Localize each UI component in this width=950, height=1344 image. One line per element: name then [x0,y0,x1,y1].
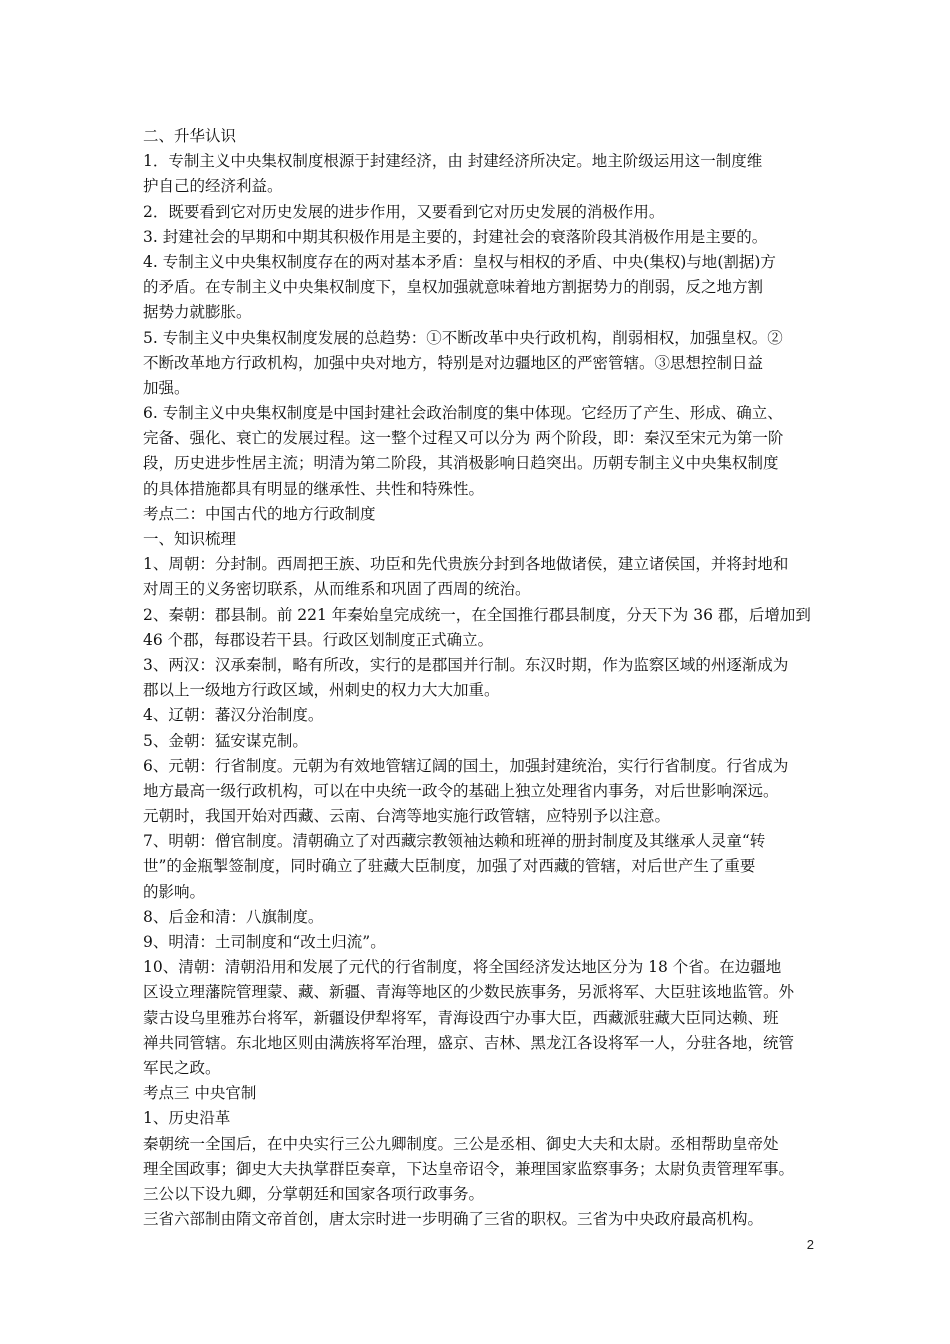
document-body [143,124,813,1232]
text-line: 9、明清：土司制度和“改土归流”。 [143,933,386,951]
text-line: 7、明朝：僧官制度。清朝确立了对西藏宗教领袖达赖和班禅的册封制度及其继承人灵童“转 [143,832,766,851]
text-line: 秦朝统一全国后，在中央实行三公九卿制度。三公是丞相、御史大夫和太尉。丞相帮助皇帝处 [143,1134,779,1153]
text-line: 3. 封建社会的早期和中期其积极作用是主要的，封建社会的衰落阶段其消极作用是主要的。 [143,227,768,246]
text-line: 考点二：中国古代的地方行政制度 [143,504,376,523]
text-line: 不断改革地方行政机构，加强中央对地方，特别是对边疆地区的严密管辖。③思想控制日益 [143,353,764,372]
text-line: 地方最高一级行政机构，可以在中央统一政令的基础上独立处理省内事务，对后世影响深远。 [143,781,779,800]
text-line: 禅共同管辖。东北地区则由满族将军治理，盛京、吉林、黑龙江各设将军一人，分驻各地，统管 [143,1033,795,1052]
text-line: 5. 专制主义中央集权制度发展的总趋势：①不断改革中央行政机构，削弱相权，加强皇权。② [143,328,783,347]
text-line: 区设立理藩院管理蒙、藏、新疆、青海等地区的少数民族事务，另派将军、大臣驻该地监管。外 [143,983,795,1002]
text-line: 一、知识梳理 [143,530,237,548]
text-line: 10、清朝：清朝沿用和发展了元代的行省制度，将全国经济发达地区分为 18 个省。在边疆地 [143,958,782,977]
text-line: 3、两汉：汉承秦制，略有所改，实行的是郡国并行制。东汉时期，作为监察区域的州逐渐成为 [143,655,789,674]
text-line: 郡以上一级地方行政区域，州刺史的权力大大加重。 [143,681,500,700]
text-line: 蒙古设乌里雅苏台将军，新疆设伊犁将军，青海设西宁办事大臣，西藏派驻藏大臣同达赖、班 [143,1008,779,1027]
text-line: 世”的金瓶掣签制度，同时确立了驻藏大臣制度，加强了对西藏的管辖，对后世产生了重要 [143,857,756,876]
text-line: 三省六部制由隋文帝首创，唐太宗时进一步明确了三省的职权。三省为中央政府最高机构。 [143,1210,764,1229]
text-line: 三公以下设九卿，分掌朝廷和国家各项行政事务。 [143,1184,485,1203]
text-line: 据势力就膨胀。 [143,303,252,322]
text-line: 1．专制主义中央集权制度根源于封建经济，由 封建经济所决定。地主阶级运用这一制度维 [143,152,763,171]
text-line: 6、元朝：行省制度。元朝为有效地管辖辽阔的国土，加强封建统治，实行行省制度。行省成为 [143,756,789,775]
text-line: 元朝时，我国开始对西藏、云南、台湾等地实施行政管辖，应特别予以注意。 [143,807,671,826]
text-line: 1、周朝：分封制。西周把王族、功臣和先代贵族分封到各地做诸侯，建立诸侯国，并将封地和 [143,555,789,574]
text-line: 2、秦朝：郡县制。前 221 年秦始皇完成统一，在全国推行郡县制度，分天下为 36 郡，后增加到 [143,605,811,624]
text-line: 加强。 [143,378,190,397]
text-line: 对周王的义务密切联系，从而维系和巩固了西周的统治。 [143,580,531,599]
text-line: 的具体措施都具有明显的继承性、共性和特殊性。 [143,479,485,498]
text-line: 考点三 中央官制 [143,1084,257,1103]
text-line: 完备、强化、衰亡的发展过程。这一整个过程又可以分为 两个阶段，即：秦汉至宋元为第一阶 [143,429,784,448]
page-number: 2 [806,1237,814,1252]
text-line: 4、辽朝：蕃汉分治制度。 [143,706,324,725]
text-line: 段，历史进步性居主流；明清为第二阶段，其消极影响日趋突出。历朝专制主义中央集权制度 [143,454,779,473]
text-line: 8、后金和清：八旗制度。 [143,907,324,926]
text-line: 的矛盾。在专制主义中央集权制度下，皇权加强就意味着地方割据势力的削弱，反之地方割 [143,278,764,297]
text-line: 二、升华认识 [143,127,237,145]
text-line: 的影响。 [143,882,206,901]
text-line: 2．既要看到它对历史发展的进步作用，又要看到它对历史发展的消极作用。 [143,202,665,221]
text-line: 1、历史沿革 [143,1109,231,1128]
text-line: 46 个郡，每郡设若干县。行政区划制度正式确立。 [143,630,494,649]
text-line: 理全国政事；御史大夫执掌群臣奏章，下达皇帝诏令，兼理国家监察事务；太尉负责管理军事。 [143,1159,795,1178]
text-line: 4. 专制主义中央集权制度存在的两对基本矛盾：皇权与相权的矛盾、中央(集权)与地(割据)方 [143,252,776,271]
text-line: 5、金朝：猛安谋克制。 [143,731,308,750]
text-line: 6. 专制主义中央集权制度是中国封建社会政治制度的集中体现。它经历了产生、形成、确立、 [143,404,783,423]
text-line: 护自己的经济利益。 [143,177,283,196]
text-line: 军民之政。 [143,1058,221,1077]
